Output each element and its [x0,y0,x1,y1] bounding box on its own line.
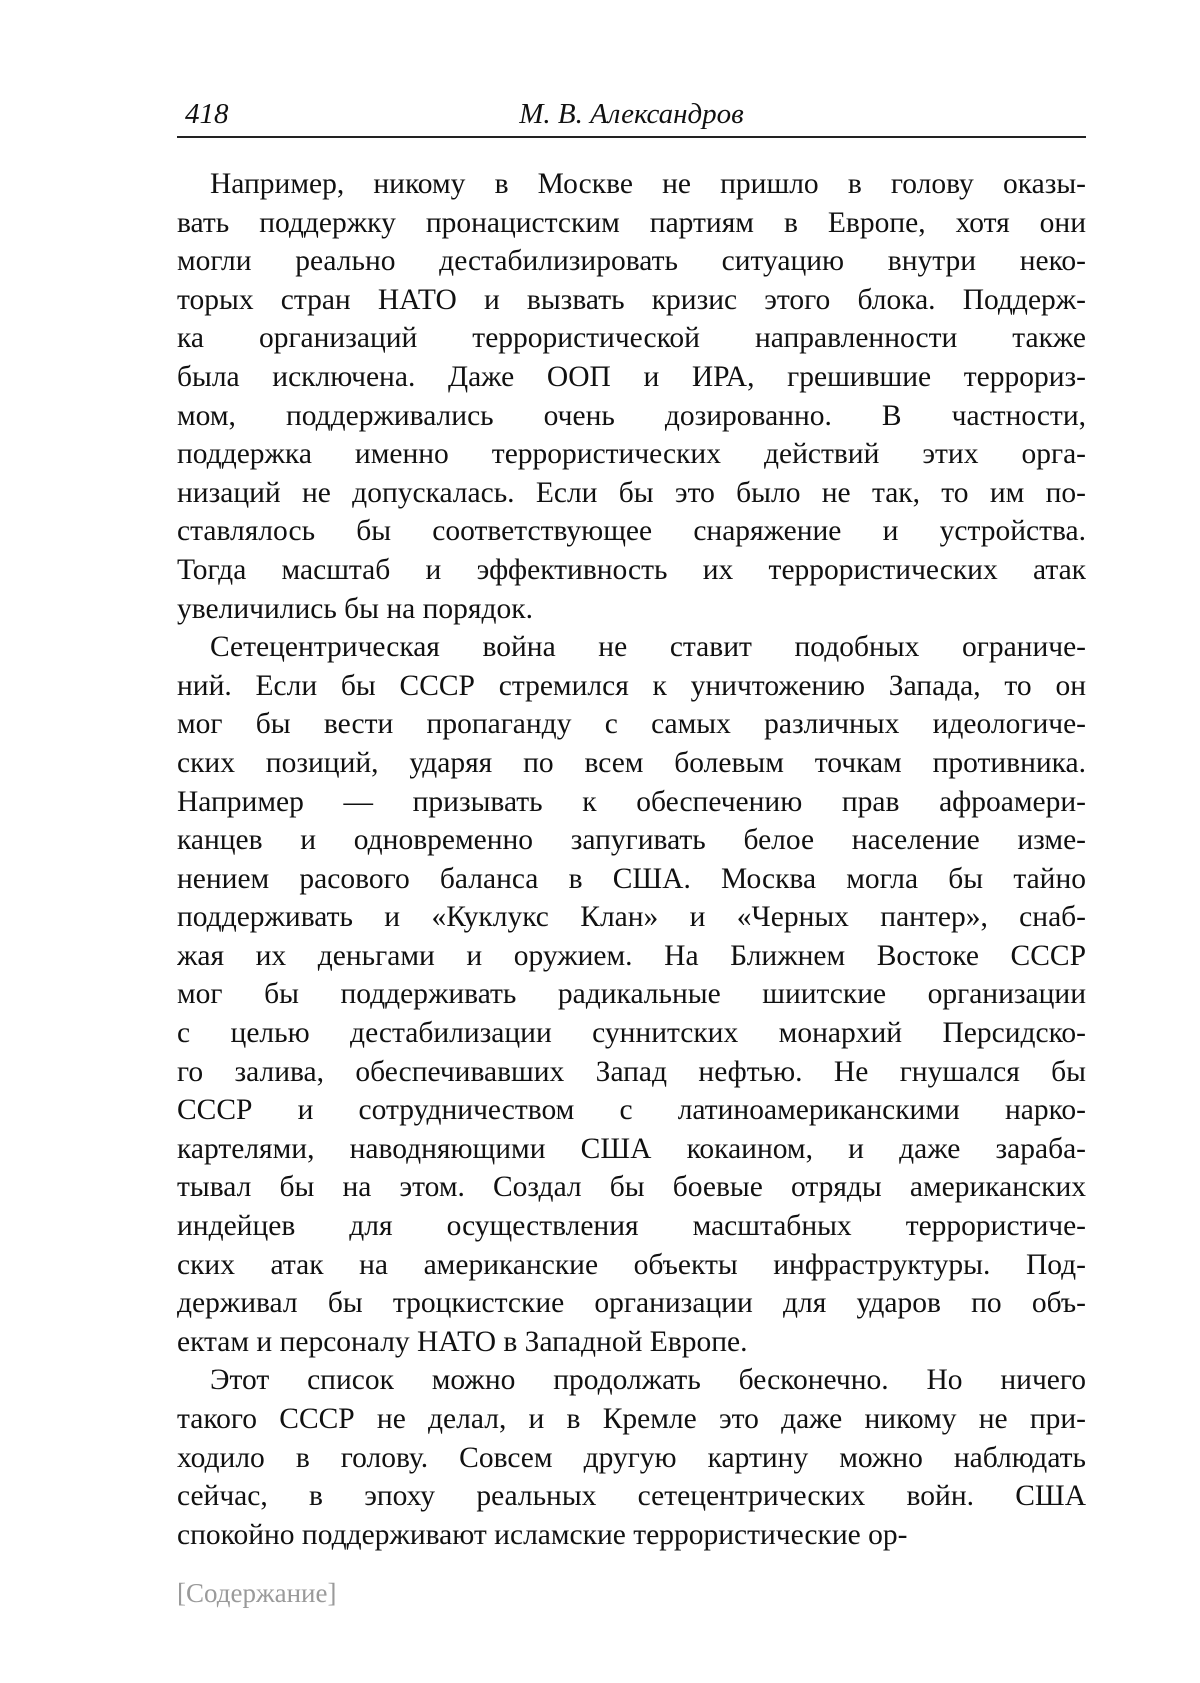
text-line: мом, поддерживались очень дозированно. В частности, [177,399,1086,432]
text-line: картелями, наводняющими США кокаином, и даже зараба- [177,1132,1086,1165]
text-line: Например, никому в Москве не пришло в голову оказы- [210,168,1086,200]
text-line: жая их деньгами и оружием. На Ближнем Востоке СССР [177,939,1086,972]
text-line: го залива, обеспечивавших Запад нефтью. Не гнушался бы [177,1055,1086,1088]
text-line: низаций не допускалась. Если бы это было не так, то им по- [177,476,1086,509]
text-line: держивал бы троцкистские организации для ударов по объ- [177,1287,1086,1320]
text-line: ских позиций, ударяя по всем болевым точкам противника. [177,746,1086,779]
paragraph [177,1361,1086,1554]
text-line: вать поддержку пронацистским партиям в Европе, хотя они [177,206,1086,239]
text-line: могли реально дестабилизировать ситуацию внутри неко- [177,245,1086,278]
text-line: тывал бы на этом. Создал бы боевые отряды американских [177,1171,1086,1204]
text-line: Этот список можно продолжать бесконечно. Но ничего [210,1364,1086,1397]
paragraph [177,165,1086,628]
text-line: поддерживать и «Куклукс Клан» и «Черных пантер», снаб- [177,901,1086,934]
text-line: мог бы поддерживать радикальные шиитские организации [177,978,1086,1011]
text-line: была исключена. Даже ООП и ИРА, грешившие террориз- [177,360,1086,393]
text-line: такого СССР не делал, и в Кремле это даже никому не при- [177,1403,1086,1435]
page-number: 418 [185,98,229,130]
text-line: сейчас, в эпоху реальных сетецентрических войн. США [177,1480,1086,1513]
text-line: ектам и персоналу НАТО в Западной Европе. [177,1325,748,1358]
paragraph [177,628,1086,1361]
body-text [177,165,1086,1554]
text-line: спокойно поддерживают исламские террористические ор- [177,1518,908,1551]
text-line: Сетецентрическая война не ставит подобных ограниче- [210,631,1086,664]
text-line: ставлялось бы соответствующее снаряжение и устройства. [177,515,1086,548]
text-line: СССР и сотрудничеством с латиноамериканскими нарко- [177,1094,1086,1127]
text-line: ка организаций террористической направленности также [177,322,1086,355]
text-line: ходило в голову. Совсем другую картину можно наблюдать [177,1441,1086,1474]
running-header [177,96,1086,138]
text-line: поддержка именно террористических действий этих орга- [177,438,1086,471]
text-line: ний. Если бы СССР стремился к уничтожению Запада, то он [177,669,1086,702]
text-line: торых стран НАТО и вызвать кризис этого блока. Поддерж- [177,283,1086,316]
text-line: индейцев для осуществления масштабных террористиче- [177,1210,1086,1243]
text-line: нением расового баланса в США. Москва могла бы тайно [177,862,1086,895]
text-line: канцев и одновременно запугивать белое население изме- [177,824,1086,857]
text-line: ских атак на американские объекты инфраструктуры. Под- [177,1248,1086,1281]
text-line: Например — призывать к обеспечению прав афроамери- [177,785,1086,818]
text-line: увеличились бы на порядок. [177,592,533,625]
text-line: мог бы вести пропаганду с самых различных идеологиче- [177,708,1086,741]
running-title: М. В. Александров [519,98,744,130]
text-line: с целью дестабилизации суннитских монархий Персидско- [177,1017,1086,1050]
text-line: Тогда масштаб и эффективность их террористических атак [177,553,1086,586]
contents-link[interactable]: [Содержание] [177,1578,337,1608]
